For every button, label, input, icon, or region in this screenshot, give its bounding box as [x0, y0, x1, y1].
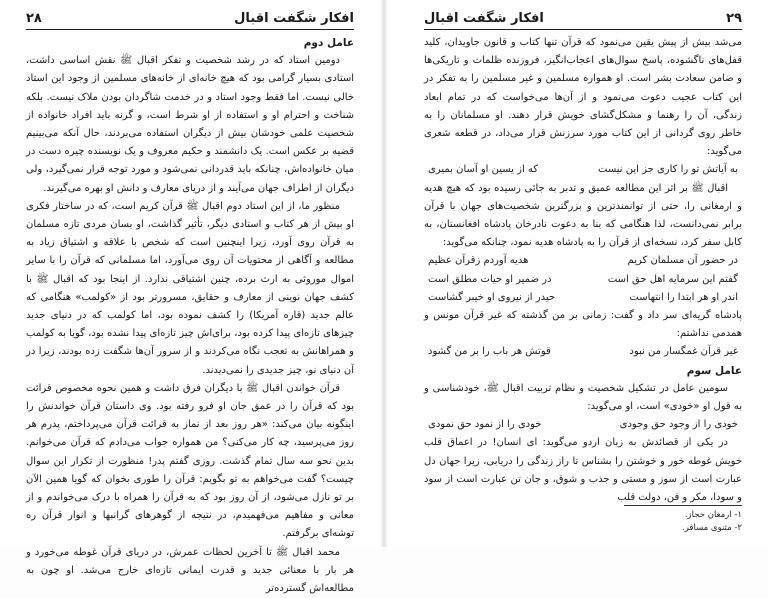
hemistich: قوتش هر باب را بر من گشود [428, 346, 551, 358]
header-rule [26, 29, 354, 30]
paragraph: سومین عامل در تشکیل شخصیت و نظام تربیت اقبال ﷺ، خودشناسی و به قول او «خودی» است، او می‌گوید: [424, 382, 742, 413]
verse-line [424, 161, 742, 179]
paragraph: در یکی از قصائدش به زبان اردو می‌گوید: ای انسان! در اعماق قلب خویش غوطه خور و خوشتن را بشناس تا راز زندگی را دریابی، زیرا جهان دل عبارت است از سوز و مستی و جذب و شوق، و جان تن عبارت است از سود و سودا، مکر و فن، دولت قلب [424, 437, 742, 504]
verse-line [424, 343, 742, 361]
footnote: ۱- ارمغان حجاز. [684, 510, 742, 520]
right-page [384, 0, 768, 547]
footnote: ۲- مثنوی مسافر. [682, 523, 742, 533]
paragraph: دومین استاد که در رشد شخصیت و تفکر اقبال ﷺ نقش اساسی داشت، استادی بسیار گرامی بود که هیچ خانه‌ای از خانه‌های مسلمین از وجود این استاد خالی نیست. اما فقط وجود استاد و در خدمت شاگردان بودن ملاک نیست. بلکه شناخت و احترام او و استفاده از او شرط است، و گرنه باید افراد خانواده از شخصیت علمی خودشان بیش از دیگران استفاده می‌بردند، حال آنکه می‌بینیم قضیه بر عکس است. یک دانشمند و حکیم معروف و یک نویسنده چیره دست در میان خانواده‌اش، چنانکه باید قدردانی نمی‌شود و مورد توجه قرار نمی‌گیرد، ولی دیگران از اطراف جهان می‌آیند و از دریای معارف و دانش او بهره می‌گیرند. [26, 55, 354, 194]
running-title: افکار شگفت اقبال [234, 11, 354, 26]
paragraph: محمد اقبال ﷺ تا آخرین لحظات عمرش، در دریای قرآن غوطه می‌خورد و هر بار با معنائی جدید و قدرت ایمانی تازه‌ای خارج می‌شد. او چون به مطالعه‌اش گسترده‌تر [26, 546, 354, 595]
paragraph: منظور ما، از این استاد دوم اقبال ﷺ قرآن کریم است، که در ساختار فکری او بیش از هر کتاب و استادی دیگر، تأثیر گذاشت، او بسان مردی تازه مسلمان به قرآن روی آورد، زیرا اینچنین است که شخص با علاقه و اشتیاق زیاد به مطالعه و آگاهی از محتویات آن روی می‌آورد، اما مسلمانی که قرآن را با سایر اموال موروثی به ارث برده، چنین اشتیاقی ندارد. از اینجا بود که اقبال ﷺ با کشف جهان نوینی از معارف و حقایق، مسرورتر بود از «کولمب» هنگامی که عالم جدید (قاره آمریکا) را کشف نموده بود، اما کولمب که در دنیای جدید چیزهای تازه‌ای پیدا کرده بود، برای‌اش چیز تازه‌ای پیدا نشده بود، گویا به کولمب و همراهانش به تعجب نگاه می‌کردند و از سرور آن‌ها شگفت زده بودند، زیرا در آن دنیای نو، چیز جدیدی را نمی‌دیدند. [26, 200, 354, 376]
paragraph: اقبال ﷺ بر اثر این مطالعه عمیق و تدبر به جائی رسیده بود که هیچ هدیه و ارمغانی را، حتی از توانمندترین و بزرگترین شخصیت‌های جهان با قرآن برابر نمی‌دانست، لذا هنگامی که بنا به دعوت نادرخان پادشاه افغانستان، به کابل سفر کرد، نسخه‌ای از قرآن را به پادشاه هدیه نمود، چنانکه می‌گوید: [424, 182, 742, 249]
verse-line [424, 271, 742, 289]
page-number: ۲۹ [726, 11, 742, 26]
footnote-rule [624, 505, 742, 506]
verse-line [424, 252, 742, 270]
hemistich: که از یسین او آسان بمیری [428, 164, 539, 176]
hemistich: گفتم این سرمایه اهل حق است [607, 273, 738, 285]
hemistich: خودی را از نمود حق نمودی [428, 419, 542, 431]
hemistich: هدیه آوردم زقرآن عظیم [428, 255, 529, 267]
paragraph: می‌شد بیش از پیش یقین می‌نمود که قرآن تنها کتاب و قانون جاویدان، کلید قفل‌های ناگشوده، پاسخ سوال‌های اعجاب‌انگیز، فروزنده ظلمات و تاریکی‌ها و ضامن سعادت بشر است. او همواره مسلمین و غیر مسلمین را به تفکر در این کتاب عجیب دعوت می‌نمود و از آن‌ها می‌خواست که در تمام ابعاد زندگی، آن را رهنما و مشکل‌گشای خویش قرار دهند. او مسلمانان را به خاطر روی گردانی از این کتاب مورد سرزنش قرار می‌داد، در قطعه شعری می‌گوید: [424, 37, 742, 158]
left-page [0, 0, 384, 595]
header-rule [424, 29, 742, 30]
hemistich: اندر او هر ابتدا را انتهاست [629, 291, 738, 303]
running-title: افکار شگفت اقبال [424, 11, 544, 26]
hemistich: غیر قرآن غمگسار من نبود [629, 346, 738, 358]
hemistich: خودی را از وجود حق وجودی [619, 419, 738, 431]
page-body [26, 34, 354, 598]
section-heading: عامل سوم [686, 364, 742, 377]
page-number: ۲۸ [26, 11, 42, 26]
page-header [26, 6, 354, 26]
page-header [424, 6, 742, 26]
section-heading: عامل دوم [303, 37, 354, 49]
verse-line [424, 289, 742, 307]
paragraph: پادشاه گریه‌ای سر داد و گفت: زمانی بر من گذشته که غیر قرآن مونس و همدمی نداشتم: [424, 310, 742, 340]
page-body [424, 34, 742, 507]
hemistich: در ضمیر او حیات مطلق است [428, 273, 552, 285]
hemistich: به آیاتش تو را کاری جز این نیست [598, 164, 738, 176]
verse-line [424, 416, 742, 434]
hemistich: در حضور آن مسلمان کریم [627, 255, 738, 267]
hemistich: حیدر از نیروی او خیبر گشاست [428, 291, 556, 303]
paragraph: قرآن خواندن اقبال ﷺ با دیگران فرق داشت و همین نحوه مخصوص قرائت بود که قرآن را در عمق جان او فرو رفته بود. وی داستان قرآن خواندنش را اینگونه بیان می‌کند: «هر روز بعد از نماز به قرائت قرآن می‌پرداختم، پدرم هر روز می‌پرسید، چه کار می‌کنی؟ من همواره جواب می‌دادم که قرآن می‌خوانم. بدین نحو سه سال تمام گذشت. روزی گفتم پدر! منظورت از تکرار این سوال چیست؟ گفت می‌خواهم به تو بگویم: قرآن را طوری بخوان که گویا همین الآن بر تو نازل می‌شود، از آن روز بود که به قرآن را همراه با درک می‌خواندم و از معانی و مفاهیم می‌فهمیدم، در نتیجه از گوهرهای گرانبها و انوار قرآن ره توشه‌ای برگرفتم. [26, 382, 354, 540]
